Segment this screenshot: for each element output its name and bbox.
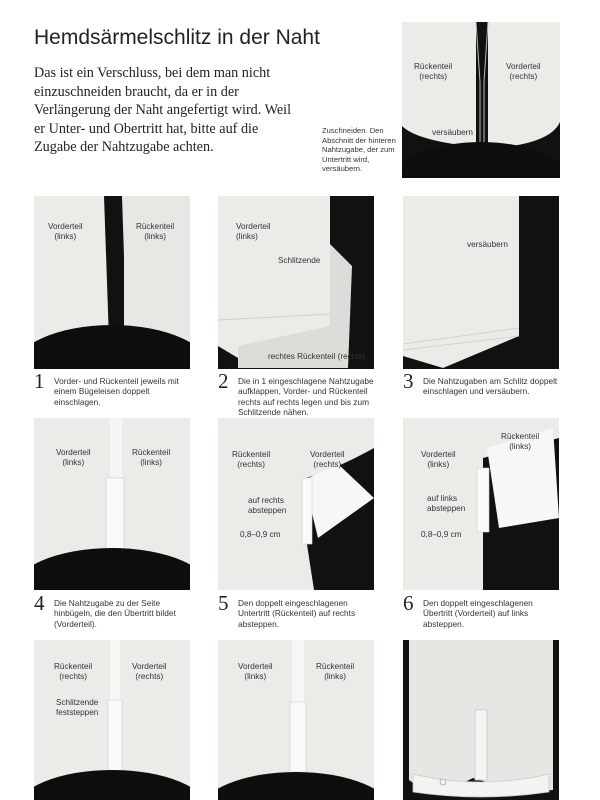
photo-step-2 <box>218 196 374 369</box>
step-text: Die Nahtzugaben am Schlitz doppelt einschlagen und versäubern. <box>423 376 558 397</box>
label-vorderteil: Vorderteil (links) <box>236 222 271 241</box>
step-number: 2 <box>218 369 229 393</box>
photo-step-8 <box>218 640 374 800</box>
step-text: Die Nahtzugabe zu der Seite hinbügeln, die den Übertritt bildet (Vorderteil). <box>54 598 176 629</box>
photo-finished-cuff <box>403 640 559 800</box>
photo-step-6 <box>403 418 559 590</box>
photo-step-3-art <box>403 196 559 369</box>
caption-step-6 <box>403 591 563 629</box>
caption-step-2 <box>218 369 378 418</box>
step-text: Den doppelt eingeschlagenen Untertritt (Rückenteil) auf rechts absteppen. <box>238 598 356 629</box>
label-rueckenteil: Rückenteil (links) <box>132 448 171 467</box>
photo-cutting-art <box>402 22 560 178</box>
label-vorderteil: Vorderteil (rechts) <box>132 662 167 681</box>
step-text: Den doppelt eingeschlagenen Übertritt (Vorderteil) auf links absteppen. <box>423 598 533 629</box>
label-rechtes-rueckenteil: rechtes Rückenteil (rechts) <box>268 352 366 361</box>
cutting-note: Zuschneiden. Den Abschnitt der hinteren Nahtzugabe, der zum Untertritt wird, versäubern. <box>322 126 396 174</box>
label-rueckenteil: Rückenteil (rechts) <box>232 450 271 469</box>
step-text: Die in 1 eingeschlagene Nahtzugabe aufklappen, Vorder- und Rückenteil rechts auf rechts legen und bis zum Schlitzende nähen. <box>238 376 374 418</box>
label-vorderteil: Vorderteil (rechts) <box>310 450 345 469</box>
label-vorderteil: Vorderteil (rechts) <box>506 62 541 81</box>
label-vorderteil: Vorderteil (links) <box>48 222 83 241</box>
label-measure: 0,8–0,9 cm <box>240 530 281 539</box>
caption-step-5 <box>218 591 378 629</box>
label-measure: 0,8–0,9 cm <box>421 530 462 539</box>
photo-finished-cuff-art <box>403 640 559 800</box>
step-number: 4 <box>34 591 45 615</box>
label-rueckenteil: Rückenteil (links) <box>501 432 540 451</box>
step-number: 1 <box>34 369 45 393</box>
label-schlitzende: Schlitzende <box>278 256 321 265</box>
label-versaeubern: versäubern <box>432 128 473 137</box>
photo-step-7 <box>34 640 190 800</box>
caption-step-1 <box>34 369 194 407</box>
photo-cutting <box>402 22 560 178</box>
label-absteppen: auf links absteppen <box>427 494 466 513</box>
label-rueckenteil: Rückenteil (rechts) <box>414 62 453 81</box>
label-schlitzende: Schlitzende feststeppen <box>56 698 99 717</box>
label-versaeubern: versäubern <box>467 240 508 249</box>
step-text: Vorder- und Rückenteil jeweils mit einem Bügeleisen doppelt einschlagen. <box>54 376 179 407</box>
step-number: 6 <box>403 591 414 615</box>
intro-text: Das ist ein Verschluss, bei dem man nicht einzuschneiden braucht, da er in der Verlängerung der Naht angefertigt wird. Weil er Unter- und Obertritt hat, bitte auf die Zugabe der Nahtzugabe achten. <box>34 65 292 156</box>
label-rueckenteil: Rückenteil (links) <box>136 222 175 241</box>
photo-step-4 <box>34 418 190 590</box>
photo-step-5 <box>218 418 374 590</box>
caption-step-4 <box>34 591 194 629</box>
label-absteppen: auf rechts absteppen <box>248 496 287 515</box>
photo-step-4-art <box>34 418 190 590</box>
label-rueckenteil: Rückenteil (rechts) <box>54 662 93 681</box>
label-rueckenteil: Rückenteil (links) <box>316 662 355 681</box>
label-vorderteil: Vorderteil (links) <box>56 448 91 467</box>
page-title: Hemdsärmelschlitz in der Naht <box>34 26 320 49</box>
label-vorderteil: Vorderteil (links) <box>238 662 273 681</box>
caption-step-3 <box>403 369 563 397</box>
photo-step-3 <box>403 196 559 369</box>
step-number: 5 <box>218 591 229 615</box>
photo-step-1 <box>34 196 190 369</box>
label-vorderteil: Vorderteil (links) <box>421 450 456 469</box>
photo-step-5-art <box>218 418 374 590</box>
step-number: 3 <box>403 369 414 393</box>
